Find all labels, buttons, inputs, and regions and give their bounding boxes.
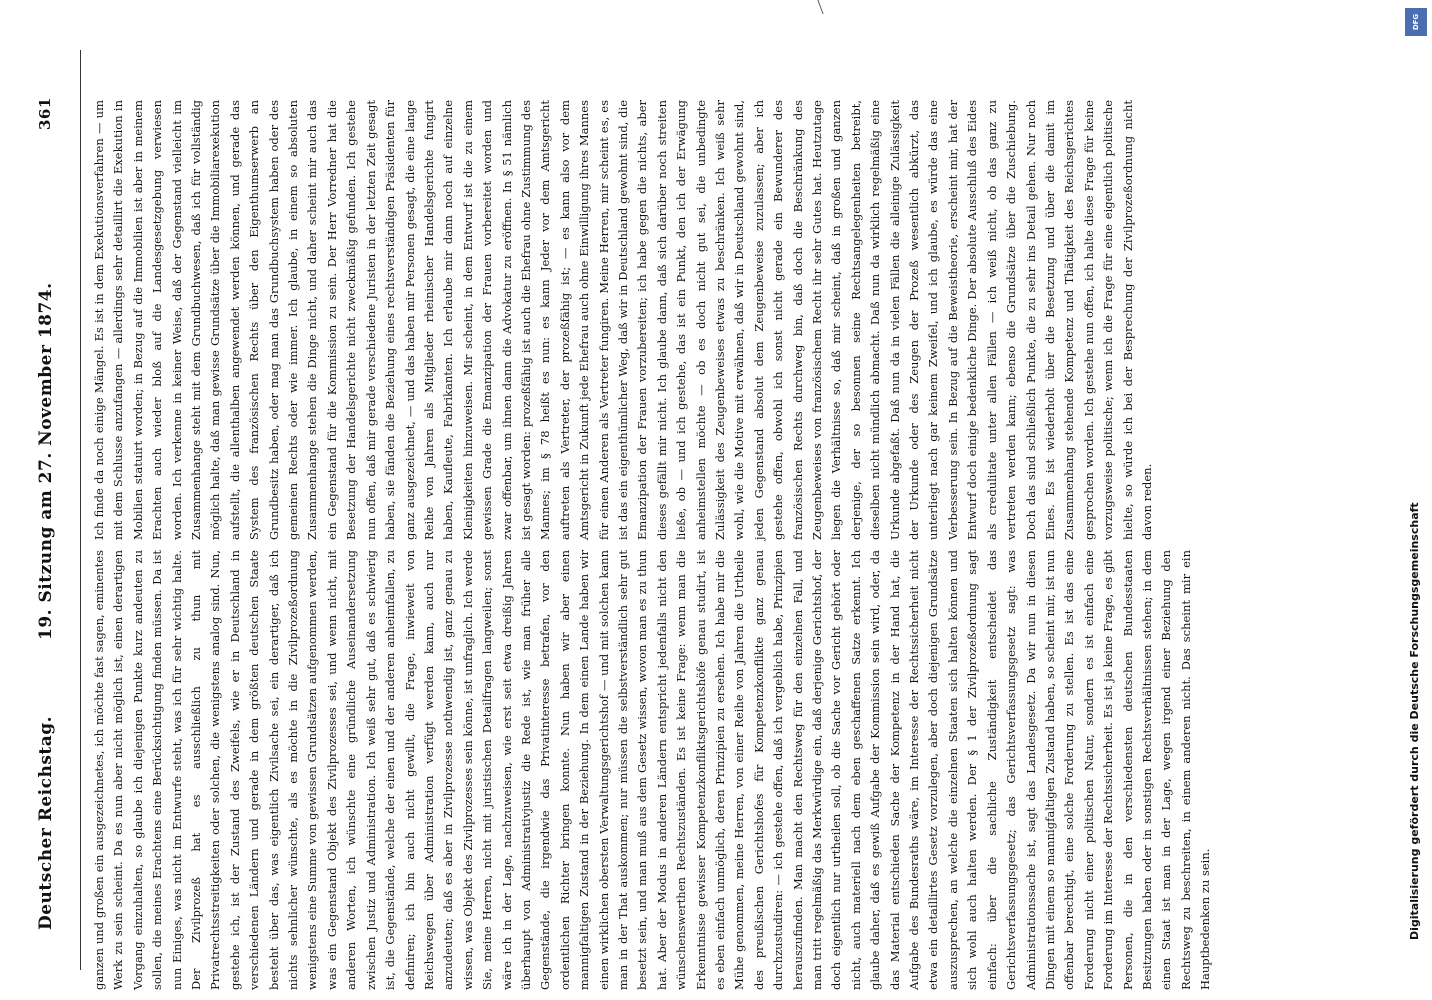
header-session: 19. Sitzung am 27. November 1874. <box>36 282 56 640</box>
page-number: 361 <box>36 97 54 130</box>
page-header <box>36 0 76 1000</box>
text-column-left <box>90 550 1213 990</box>
header-rule <box>80 50 81 970</box>
dfg-logo <box>1405 8 1427 36</box>
column-right-text: Ich finde da noch einige Mängel. Es ist in dem Exekutionsverfahren — um mit dem Schlusse anzufangen — allerdings sehr detaillirt die Exekution in Mobilien statuirt worden; in Bezug auf die Immobilien ist aber in meinem Erachten auch wieder bloß auf die Landesgesetzgebung verwiesen worden. Ich verkenne in keiner Weise, daß der Gegenstand vielleicht im Zusammenhange steht mit dem Grundbuchwesen, daß ich für vollständig möglich halte, daß man gewisse Grundsätze über die Immobiliarexekution aufstellt, die allenthalben angewendet werden können, und gerade das System des französischen Rechts über den Eigenthumserwerb an Grundbesitz haben, oder mag man das Grundbuchsystem haben oder des gemeinen Rechts oder wie immer. Ich glaube, in einem so absoluten Zusammenhange stehen die Dinge nicht, und daher scheint mir auch das ein Gegenstand für die Kommission zu sein. Der Herr Vorredner hat die Besetzung der Handelsgerichte nicht zweckmäßig gefunden. Ich gestehe nun offen, daß mir gerade verschiedene Juristen in der letzten Zeit gesagt haben, sie fänden die Beziehung eines rechtsverständigen Präsidenten für ganz ausgezeichnet, — und das haben mir Personen gesagt, die eine lange Reihe von Jahren als Mitglieder rheinischer Handelsgerichte fungirt haben, Kaufleute, Fabrikanten. Ich erlaube mir dann noch auf einzelne Kleinigkeiten hinzuweisen. Mir scheint, in dem Entwurf ist die zu einem gewissen Grade die Emanzipation der Frauen vorbereitet worden und zwar offenbar, um ihnen dann die Advokatur zu eröffnen. In § 51 nämlich ist gesagt worden: prozeßfähig ist auch die Ehefrau ohne Zustimmung des Mannes; im § 78 heißt es nun: es kann Jeder vor dem Amtsgericht auftreten als Vertreter, der prozeßfähig ist; — es kann also vor dem Amtsgericht in Zukunft jede Ehefrau auch ohne Einwilligung ihres Mannes für einen Anderen als Vertreter fungiren. Meine Herren, mir scheint es, es ist das ein eigenthümlicher Weg, daß wir in Deutschland gewohnt sind, die Emanzipation der Frauen vorzubereiten; ich habe gegen die nichts, aber dieses gefällt mir nicht. Ich glaube dann, daß sich darüber noch streiten ließe, ob — und ich gestehe, das ist ein Punkt, den ich der Erwägung anheimstellen möchte — ob es doch nicht gut sei, die unbedingte Zulässigkeit des Zeugenbeweises etwas zu beschränken. Ich weiß sehr wohl, wie die Motive mit erwähnen, daß wir in Deutschland gewohnt sind, jeden Gegenstand absolut dem Zeugenbeweise zuzulassen; aber ich gestehe offen, obwohl ich sonst nicht gerade ein Bewunderer des französischen Rechts durchweg bin, daß doch die Beschränkung des Zeugenbeweises von französischem Recht ihr sehr Gutes hat. Heutzutage liegen die Verhältnisse so, daß mir scheint, daß in großen und ganzen derjenige, der so besonnen seine Rechtsangelegenheiten betreibt, dieselben nicht mündlich abmacht. Daß nun da wirklich regelmäßig eine Urkunde abgefaßt. Daß nun da in vielen Fällen die alleinige Zulässigkeit der Urkunde oder des Zeugen der Prozeß wesentlich abkürzt, das unterliegt nach gar keinem Zweifel, und ich glaube, es würde das eine Verbesserung sein. In Bezug auf die Beweistheorie, erscheint mir, hat der Entwurf doch einige bedenkliche Dinge. Der absolute Ausschluß des Eides als credulitate unter allen Fällen — ich weiß nicht, ob das ganz zu vertreten werden kann; ebenso die Grundsätze über die Zuschiebung. Doch das sind schließlich Punkte, die zu sehr ins Detail gehen. Nur noch Eines. Es ist wiederholt über die Besetzung und über die damit im Zusammenhang stehende Kompetenz und Thätigkeit des Reichsgerichtes gesprochen worden. Ich gestehe nun offen, ich halte diese Frage für keine vorzugsweise politische; wenn ich die Frage für eine eigentlich politische hielte, so würde ich bei der Besprechung der Zivilprozeßordnung nicht davon reden. <box>92 100 1154 540</box>
text-column-right <box>90 100 1154 540</box>
column-left-text: ganzen und großen ein ausgezeichnetes, ich möchte fast sagen, eminentes Werk zu sein scheint. Da es nun aber nicht möglich ist, einen derartigen Vorgang einzuhalten, so glaube ich diejenigen Punkte kurz andeuten zu sollen, die meines Erachtens eine Berücksichtigung finden müssen. Da ist nun Einiges, was nicht im Entwurfe steht, was ich für sehr wichtig halte. Der Zivilprozeß hat es ausschließlich zu thun mit Privatrechtsstreitigkeiten oder solchen, die wenigstens analog sind. Nun, gestehe ich, ist der Zustand des Zweifels, wie er in Deutschland in verschiedenen Ländern und gerade in dem größten deutschen Staate besteht über das, was eigentlich Zivilsache sei, ein derartiger, daß ich nichts sehnlicher wünschte, als es möchte in die Zivilprozeßordnung wenigstens eine Summe von gewissen Grundsätzen aufgenommen werden, was ein Gegenstand Objekt des Zivilprozesses sei, und wenn nicht, mit anderen Worten, ich wünschte eine gründliche Auseinandersetzung zwischen Justiz und Administration. Ich weiß sehr gut, daß es schwierig ist, die Gegenstände, welche der einen und der anderen anheimfallen, zu definiren; ich bin auch nicht gewillt, die Frage, inwieweit von Reichswegen über Administration verfügt werden kann, auch nur anzudeuten; daß es aber in Zivilprozesse nothwendig ist, ganz genau zu wissen, was Objekt des Zivilprozesses sein könne, ist unfraglich. Ich werde Sie, meine Herren, nicht mit juristischen Detailfragen langweilen; sonst wäre ich in der Lage, nachzuweisen, wie erst seit etwa dreißig Jahren überhaupt von Administrativjustiz die Rede ist, wie man früher alle Gegenstände, die irgendwie das Privatinteresse betrafen, vor den ordentlichen Richter bringen konnte. Nun haben wir aber einen mannigfaltigen Zustand in der Beziehung. In dem einen Lande haben wir einen wirklichen obersten Verwaltungsgerichtshof — und mit solchen kann man in der That auskommen; nur müssen die selbstverständlich sehr gut besetzt sein, und man muß aus dem Gesetz wissen, wovon man es zu thun hat. Aber der Modus in anderen Ländern entspricht jedenfalls nicht den wünschenswerthen Rechtszuständen. Es ist keine Frage: wenn man die Erkenntnisse gewisser Kompetenzkonfliktsgerichtshöfe genau studirt, ist es eben einfach unmöglich, deren Prinzipien zu ersehen. Ich habe mir die Mühe genommen, meine Herren, von einer Reihe von Jahren die Urtheile des preußischen Gerichtshofes für Kompetenzkonflikte ganz genau durchzustudiren: — ich gestehe offen, daß ich vergeblich habe, Prinzipien herauszufinden. Man macht den Rechtsweg für den einzelnen Fall, und man tritt regelmäßig das Merkwürdige ein, daß derjenige Gerichtshof, der doch eigentlich nur urtheilen soll, ob die Sache vor Gericht gehört oder nicht, auch materiell nach dem eben geschaffenen Satze erkennt. Ich glaube daher, daß es gewiß Aufgabe der Kommission sein wird, oder, da das Material entschieden Sache der Kompetenz in der Hand hat, die Aufgabe des Bundesraths wäre, im Interesse der Rechtssicherheit nicht etwa ein detaillirtes Gesetz vorzulegen, aber doch diejenigen Grundsätze auszusprechen, an welche die einzelnen Staaten sich halten können und sich wohl auch halten werden. Der § 1 der Zivilprozeßordnung sagt einfach: über die sachliche Zuständigkeit entscheidet das Gerichtsverfassungsgesetz; das Gerichtsverfassungsgesetz sagt: was Administrationssache ist, sagt das Landesgesetz. Da wir nun in diesen Dingen mit einem so mannigfaltigen Zustand haben, so scheint mir, ist nun offenbar berechtigt, eine solche Forderung zu stellen. Es ist das eine Forderung nicht einer politischen Natur, sondern es ist einfach eine Forderung im Interesse der Rechtssicherheit. Es ist ja keine Frage, es gibt Personen, die in den verschiedensten deutschen Bundesstaaten Besitzungen haben oder in sonstigen Rechtsverhältnissen stehen; in dem einen Staat ist man in der Lage, wegen irgend einer Beziehung den Rechtsweg zu beschreiten, in einem anderen nicht. Das scheint mir ein Hauptbedenken zu sein. <box>92 550 1213 990</box>
dfg-logo-text: DFG <box>1412 13 1420 31</box>
digitization-credit: Digitalisierung gefördert durch die Deutsche Forschungsgemeinschaft <box>1408 502 1421 940</box>
scan-mark <box>817 0 831 14</box>
header-publication: Deutscher Reichstag. <box>36 715 56 930</box>
